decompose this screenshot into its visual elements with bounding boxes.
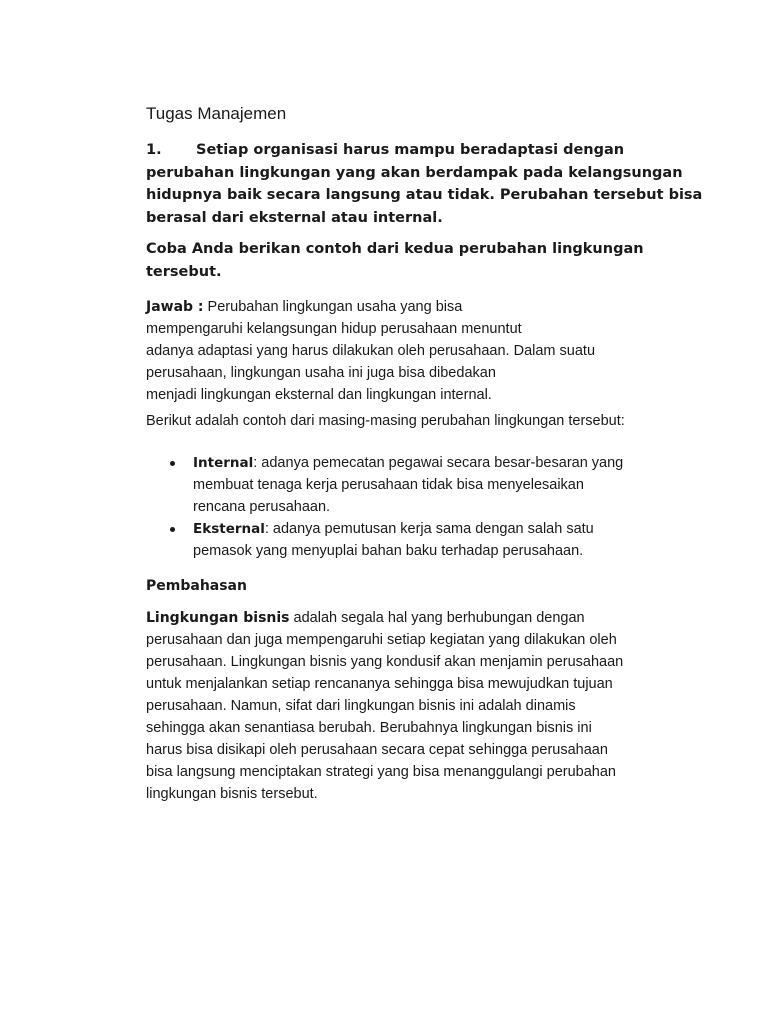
discussion-line: untuk menjalankan setiap rencananya sehingga bisa mewujudkan tujuan (146, 676, 613, 692)
answer-label: Jawab : (146, 299, 204, 315)
list-item-eksternal: Eksternal: adanya pemutusan kerja sama dengan salah satu pemasok yang menyuplai bahan baku terhadap perusahaan. (146, 518, 666, 562)
discussion-line: sehingga akan senantiasa berubah. Berubahnya lingkungan bisnis ini (146, 720, 592, 736)
question-line: perubahan lingkungan yang akan berdampak pada kelangsungan (146, 164, 683, 181)
question-line: hidupnya baik secara langsung atau tidak. Perubahan tersebut bisa (146, 187, 703, 203)
bullet-icon (170, 461, 175, 466)
question-number: 1. (146, 142, 162, 158)
example-line: membuat tenaga kerja perusahaan tidak bisa menyelesaikan (193, 477, 584, 493)
discussion-lead: Lingkungan bisnis (146, 610, 290, 626)
examples-intro: Berikut adalah contoh dari masing-masing perubahan lingkungan tersebut: (146, 413, 625, 429)
question-line: 1. Setiap organisasi harus mampu beradaptasi dengan (146, 139, 666, 162)
answer-line: mempengaruhi kelangsungan hidup perusahaan menuntut (146, 321, 522, 337)
prompt-line: tersebut. (146, 264, 222, 280)
answer-paragraph (146, 296, 595, 406)
question-prompt (146, 238, 644, 284)
discussion-line: harus bisa disikapi oleh perusahaan secara cepat sehingga perusahaan (146, 742, 608, 758)
examples-list (146, 452, 666, 562)
example-line: pemasok yang menyuplai bahan baku terhadap perusahaan. (193, 543, 584, 559)
example-line: rencana perusahaan. (193, 499, 331, 515)
answer-line: menjadi lingkungan eksternal dan lingkungan internal. (146, 387, 492, 403)
discussion-line: perusahaan dan juga mempengaruhi setiap kegiatan yang dilakukan oleh (146, 632, 617, 648)
discussion-line: perusahaan. Lingkungan bisnis yang kondusif akan menjamin perusahaan (146, 654, 624, 670)
answer-line: Jawab : Perubahan lingkungan usaha yang bisa (146, 299, 463, 315)
section-heading: Pembahasan (146, 578, 247, 594)
example-term: Eksternal (193, 521, 265, 537)
discussion-paragraph (146, 607, 623, 805)
answer-line: perusahaan, lingkungan usaha ini juga bisa dibedakan (146, 365, 496, 381)
list-item-internal: Internal: adanya pemecatan pegawai secara besar-besaran yang membuat tenaga kerja perusahaan tidak bisa menyelesaikan rencana perusahaan. (146, 452, 666, 518)
question-text (146, 139, 703, 229)
answer-line: adanya adaptasi yang harus dilakukan oleh perusahaan. Dalam suatu (146, 343, 596, 359)
example-term: Internal (193, 455, 254, 471)
discussion-line: bisa langsung menciptakan strategi yang bisa menanggulangi perubahan (146, 764, 616, 780)
discussion-line: lingkungan bisnis tersebut. (146, 786, 318, 802)
prompt-line: Coba Anda berikan contoh dari kedua perubahan lingkungan (146, 241, 644, 257)
question-line: berasal dari eksternal atau internal. (146, 209, 443, 226)
bullet-icon (170, 527, 175, 532)
document-title: Tugas Manajemen (146, 104, 287, 123)
discussion-line: Lingkungan bisnis adalah segala hal yang berhubungan dengan (146, 610, 585, 626)
discussion-line: perusahaan. Namun, sifat dari lingkungan bisnis ini adalah dinamis (146, 698, 576, 714)
